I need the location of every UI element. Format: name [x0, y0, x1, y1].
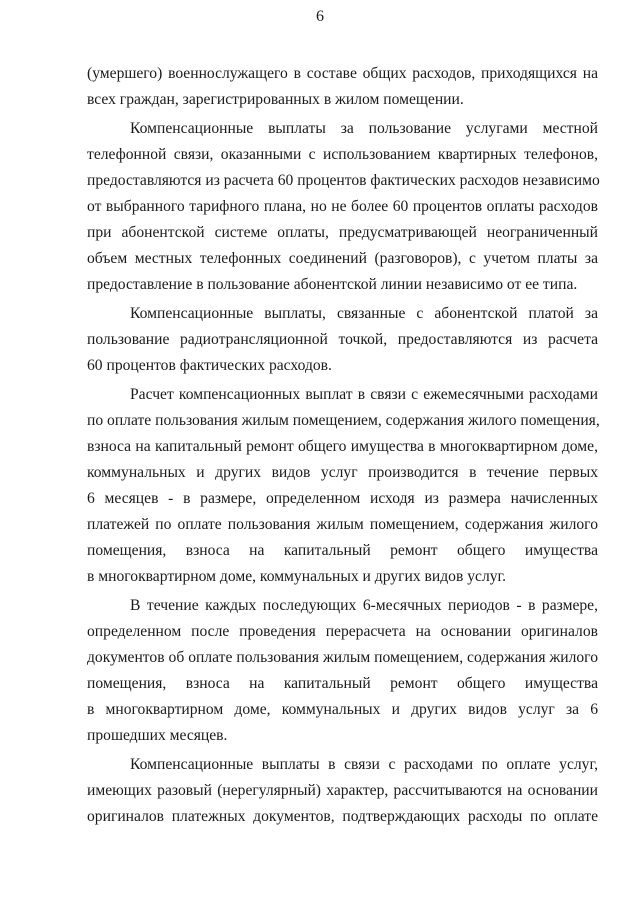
text-line: предоставление в пользование абонентской линии независимо от ее типа. — [87, 276, 578, 293]
text-line: взноса на капитальный ремонт общего имущества в многоквартирном доме, — [87, 438, 598, 455]
text-line: помещения, взноса на капитальный ремонт общего имущества — [87, 542, 598, 559]
text-line: телефонной связи, оказанными с использованием квартирных телефонов, — [87, 146, 598, 163]
page-number: 6 — [316, 8, 324, 25]
paragraph — [87, 61, 598, 113]
paragraph — [87, 382, 598, 590]
document-body — [87, 61, 598, 830]
text-line: 6 месяцев - в размере, определенном исходя из размера начисленных — [87, 490, 598, 507]
text-line: в многоквартирном доме, коммунальных и других видов услуг. — [87, 568, 507, 585]
text-line: пользование радиотрансляционной точкой, предоставляются из расчета — [87, 331, 598, 348]
text-line: коммунальных и других видов услуг производится в течение первых — [87, 464, 598, 481]
text-line: Компенсационные выплаты, связанные с абонентской платой за — [130, 305, 598, 322]
text-line: 60 процентов фактических расходов. — [87, 357, 332, 374]
text-line: по оплате пользования жилым помещением, содержания жилого помещения, — [87, 412, 600, 429]
paragraph — [87, 116, 598, 298]
text-line: (умершего) военнослужащего в составе общих расходов, приходящихся на — [87, 65, 598, 82]
paragraph — [87, 752, 598, 830]
text-line: оригиналов платежных документов, подтверждающих расходы по оплате — [87, 808, 598, 825]
text-line: при абонентской системе оплаты, предусматривающей неограниченный — [87, 224, 598, 241]
text-line: помещения, взноса на капитальный ремонт общего имущества — [87, 675, 598, 692]
text-line: от выбранного тарифного плана, но не более 60 процентов оплаты расходов — [87, 198, 598, 215]
text-line: платежей по оплате пользования жилым помещением, содержания жилого — [87, 516, 598, 533]
text-line: объем местных телефонных соединений (разговоров), с учетом платы за — [87, 250, 598, 267]
text-line: в многоквартирном доме, коммунальных и других видов услуг за 6 — [87, 701, 598, 718]
text-line: Расчет компенсационных выплат в связи с ежемесячными расходами — [130, 386, 598, 403]
text-line: прошедших месяцев. — [87, 727, 228, 744]
text-line: предоставляются из расчета 60 процентов фактических расходов независимо — [87, 172, 600, 189]
text-line: Компенсационные выплаты за пользование услугами местной — [130, 120, 598, 137]
text-line: Компенсационные выплаты в связи с расходами по оплате услуг, — [130, 756, 598, 773]
text-line: В течение каждых последующих 6-месячных периодов - в размере, — [130, 597, 598, 614]
paragraph — [87, 301, 598, 379]
paragraph — [87, 593, 598, 749]
text-line: определенном после проведения перерасчета на основании оригиналов — [87, 623, 598, 640]
text-line: всех граждан, зарегистрированных в жилом помещении. — [87, 91, 464, 108]
text-line: имеющих разовый (нерегулярный) характер, рассчитываются на основании — [87, 782, 598, 799]
text-line: документов об оплате пользования жилым помещением, содержания жилого — [87, 649, 598, 666]
